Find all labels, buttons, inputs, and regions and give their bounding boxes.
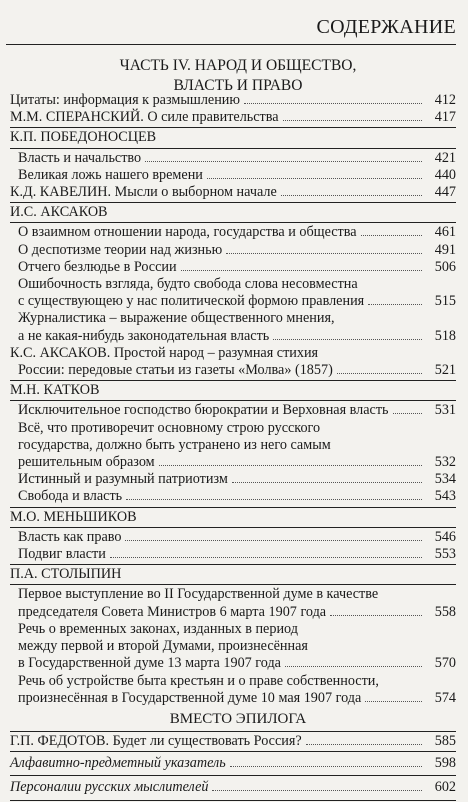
toc-entry[interactable] [10,779,456,796]
toc-entry-page: 440 [434,166,456,183]
toc-entry-page: 534 [434,471,456,488]
toc-entry-page: 515 [434,293,456,310]
toc-entry-title-line: Журналистика – выражение общественного мнения, [18,310,335,327]
divider [10,775,456,776]
toc-entry-title-line: в Государственной думе 13 марта 1907 года [18,655,281,672]
toc-author: М.О. МЕНЬШИКОВ [10,508,137,525]
toc-entry-title-line: а не какая-нибудь законодательная власть [18,327,270,344]
toc-entry-page: 546 [434,528,456,545]
toc-entry-title: Власть и начальство [18,149,142,166]
toc-entry[interactable] [10,150,456,167]
toc-entry-title: Истинный и разумный патриотизм [18,471,228,488]
toc-entry-title: О взаимном отношении народа, государства и общества [18,224,357,241]
toc-entry[interactable] [10,184,456,201]
toc-entry-title-line: решительным образом [18,454,155,471]
toc-author: К.П. ПОБЕДОНОСЦЕВ [10,129,157,146]
leader-dots [181,270,422,271]
toc-entry-title-line: К.С. АКСАКОВ. Простой народ – разумная стихия [10,344,319,361]
toc-entry-title-line: председателя Совета Министров 6 марта 1907 года [18,603,327,620]
toc-entry[interactable] [10,345,456,379]
section-heading: ВМЕСТО ЭПИЛОГА [169,710,307,727]
divider [10,564,456,565]
leader-dots [226,253,422,254]
toc-entry[interactable] [10,546,456,563]
toc-entry[interactable] [10,471,456,488]
toc-entry-page: 461 [434,224,456,241]
page-header [6,14,456,45]
divider [10,222,456,223]
divider [10,507,456,508]
toc-entry[interactable] [10,621,456,673]
toc-entry-title: Власть как право [18,528,122,545]
toc-entry-page: 585 [434,732,456,749]
toc-entry-page: 602 [434,779,456,796]
toc-entry[interactable] [10,259,456,276]
toc-entry-page: 570 [434,655,456,672]
toc-entry-title: Подвиг власти [18,546,106,563]
toc-entry-page: 598 [434,755,456,772]
leader-dots [365,701,422,702]
leader-dots [126,499,422,500]
toc-entry[interactable] [10,586,456,620]
toc-entry-title: Цитаты: информация к размышлению [10,92,240,108]
toc-entry-title-line: государства, должно быть устранено из него самым [18,436,331,453]
toc-entry-page: 447 [434,184,456,201]
leader-dots [306,744,422,745]
leader-dots [212,790,422,791]
toc-entry[interactable] [10,755,456,772]
toc-entry-title-line: Речь об устройстве быта крестьян и о праве собственности, [18,672,379,689]
divider [10,584,456,585]
toc-entry-title-line: с существующею у нас политической формою правления [18,293,365,310]
leader-dots [273,339,422,340]
toc-entry-title: Г.П. ФЕДОТОВ. Будет ли существовать Россия? [10,732,302,749]
toc-entry-title-line: Ошибочность взгляда, будто свобода слова несовместна [18,276,358,293]
leader-dots [361,235,422,236]
toc-entry-page: 553 [434,546,456,563]
toc-author: М.Н. КАТКОВ [10,382,100,399]
divider [10,527,456,528]
toc-entry[interactable] [10,92,456,109]
toc-entry[interactable] [10,529,456,546]
toc-entry-title: М.М. СПЕРАНСКИЙ. О силе правительства [10,109,279,126]
toc-author: И.С. АКСАКОВ [10,204,108,221]
toc-entry[interactable] [10,673,456,707]
toc-entry-page: 412 [434,92,456,108]
toc-entry-title-line: Речь о временных законах, изданных в период [18,620,298,637]
divider [10,731,456,732]
leader-dots [232,482,422,483]
toc-entry[interactable] [10,310,456,344]
divider [10,800,456,801]
toc-entry-page: 543 [434,488,456,505]
leader-dots [393,413,422,414]
toc-entry-page: 521 [434,362,456,379]
toc-entry-title: Великая ложь нашего времени [18,166,203,183]
leader-dots [283,120,422,121]
leader-dots [285,666,422,667]
toc-entry-page: 491 [434,241,456,258]
toc-entry[interactable] [10,224,456,241]
leader-dots [207,178,422,179]
toc-list [10,92,456,802]
toc-entry-title: Персоналии русских мыслителей [10,779,209,796]
leader-dots [110,557,422,558]
toc-entry-title-line: России: передовые статьи из газеты «Молва» (1857) [18,362,333,379]
toc-entry-title: Алфавитно-предметный указатель [10,755,226,772]
leader-dots [230,766,422,767]
toc-entry-page: 532 [434,454,456,471]
toc-entry[interactable] [10,420,456,472]
leader-dots [281,195,422,196]
toc-author: П.А. СТОЛЫПИН [10,566,122,583]
toc-entry-title-line: между первой и второй Думами, произнесённая [18,638,308,655]
toc-entry-title-line: произнесённая в Государственной думе 10 мая 1907 года [18,689,362,706]
toc-entry-title: О деспотизме теории над жизнью [18,241,223,258]
toc-entry-page: 518 [434,327,456,344]
toc-entry-title: Исключительное господство бюрократии и Верховная власть [18,402,389,419]
leader-dots [145,161,422,162]
divider [10,380,456,381]
toc-entry-title-line: Первое выступление во II Государственной думе в качестве [18,586,379,603]
toc-entry-page: 531 [434,402,456,419]
toc-entry[interactable] [10,488,456,505]
divider [10,148,456,149]
part-heading [0,56,468,96]
toc-entry-title: Свобода и власть [18,488,123,505]
toc-entry-page: 574 [434,689,456,706]
toc-entry[interactable] [10,733,456,750]
divider [10,400,456,401]
divider [10,127,456,128]
leader-dots [244,103,422,104]
toc-entry-page: 421 [434,149,456,166]
toc-entry[interactable] [10,109,456,126]
toc-entry-title-line: Всё, что противоречит основному строю русского [18,419,321,436]
leader-dots [125,540,422,541]
leader-dots [330,615,422,616]
leader-dots [159,465,422,466]
toc-entry[interactable] [10,276,456,310]
toc-entry-title: К.Д. КАВЕЛИН. Мысли о выборном начале [10,184,277,201]
leader-dots [337,373,422,374]
page-title: СОДЕРЖАНИЕ [316,16,456,38]
toc-entry[interactable] [10,402,456,419]
toc-entry-page: 506 [434,258,456,275]
part-heading-line1: ЧАСТЬ IV. НАРОД И ОБЩЕСТВО, [119,57,357,74]
toc-entry-page: 417 [434,109,456,126]
toc-entry-title: Отчего безлюдье в России [18,258,177,275]
toc-entry[interactable] [10,242,456,259]
part-heading-line2: ВЛАСТЬ И ПРАВО [173,77,303,94]
leader-dots [368,304,422,305]
toc-entry-page: 558 [434,603,456,620]
divider [10,202,456,203]
toc-entry[interactable] [10,167,456,184]
divider [10,751,456,752]
